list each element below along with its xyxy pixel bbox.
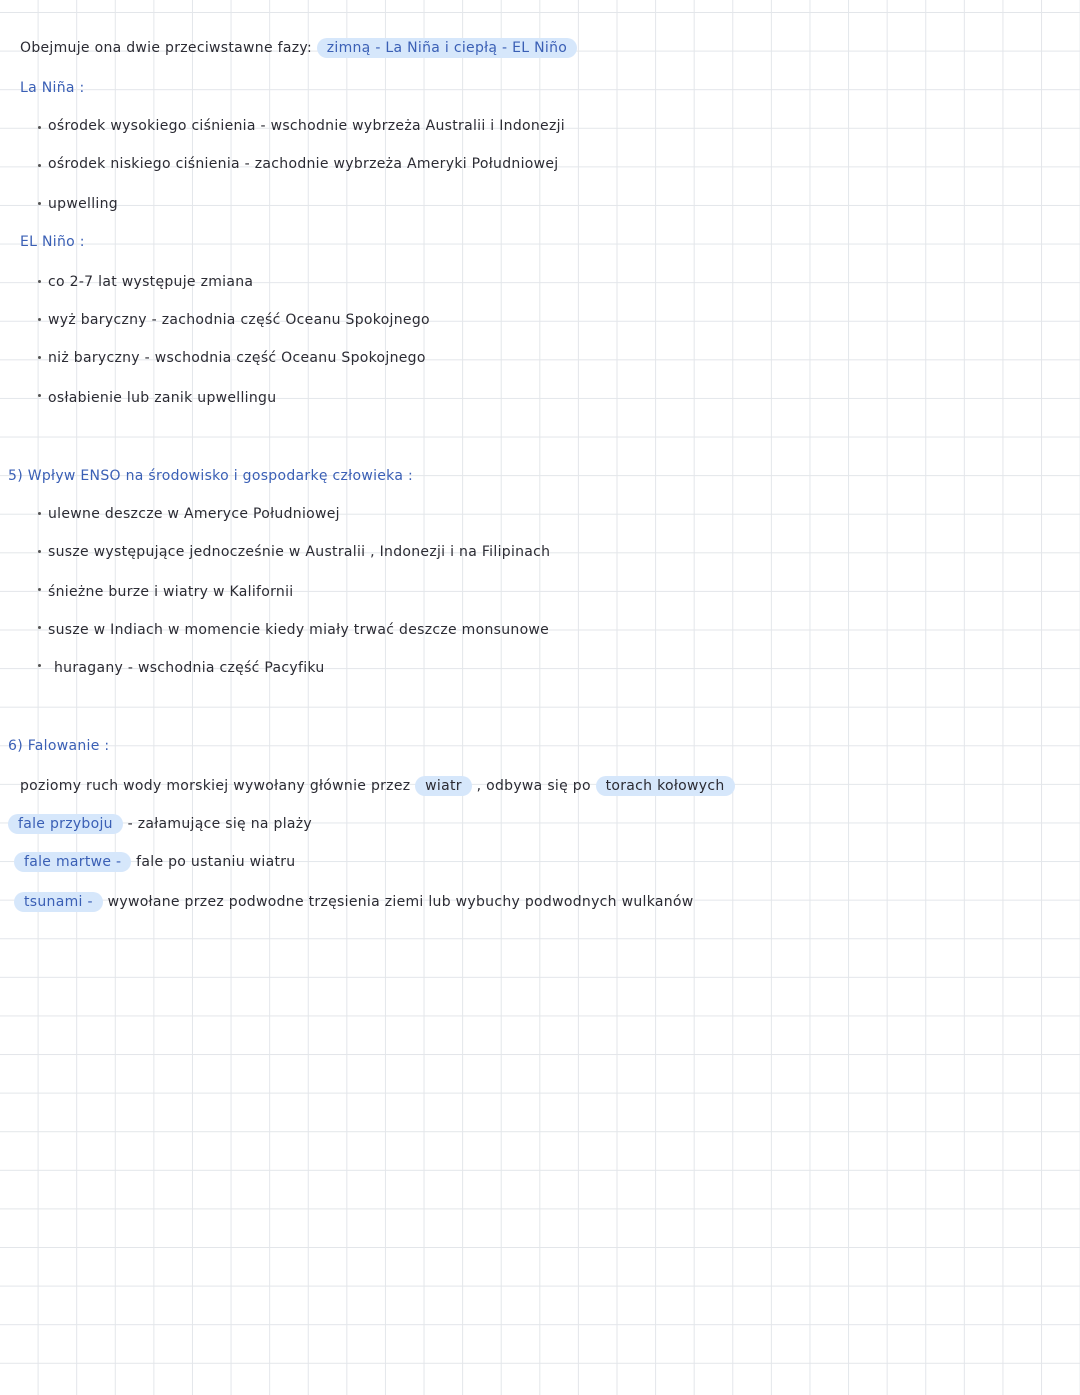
bullet — [38, 164, 41, 167]
el-nino-item: niż baryczny - wschodnia część Oceanu Spokojnego — [48, 350, 426, 366]
bullet — [38, 394, 41, 397]
la-nina-title: La Niña : — [20, 80, 85, 96]
tsunami-text: wywołane przez podwodne trzęsienia ziemi lub wybuchy podwodnych wulkanów — [107, 894, 694, 910]
el-nino-title: EL Niño : — [20, 234, 85, 250]
circular-paths-highlight: torach kołowych — [596, 776, 735, 796]
waves-def-text: poziomy ruch wody morskiej wywołany głównie przez — [20, 778, 411, 794]
swell-highlight: fale martwe - — [14, 852, 131, 872]
intro-phases-highlight: zimną - La Niña i ciepłą - EL Niño — [317, 38, 577, 58]
bullet — [38, 588, 41, 591]
section-5-item: huragany - wschodnia część Pacyfiku — [54, 660, 325, 676]
bullet — [38, 626, 41, 629]
waves-definition — [20, 778, 735, 794]
surf-waves-line — [8, 816, 312, 832]
section-6-title: 6) Falowanie : — [8, 738, 110, 754]
surf-waves-highlight: fale przyboju — [8, 814, 123, 834]
section-5-item: susze występujące jednocześnie w Australii , Indonezji i na Filipinach — [48, 544, 551, 560]
el-nino-item: osłabienie lub zanik upwellingu — [48, 390, 277, 406]
tsunami-line — [14, 894, 694, 910]
la-nina-item: ośrodek niskiego ciśnienia - zachodnie wybrzeża Ameryki Południowej — [48, 156, 559, 172]
el-nino-item: wyż baryczny - zachodnia część Oceanu Spokojnego — [48, 312, 430, 328]
bullet — [38, 126, 41, 129]
bullet — [38, 512, 41, 515]
section-5-item: susze w Indiach w momencie kiedy miały trwać deszcze monsunowe — [48, 622, 550, 638]
bullet — [38, 550, 41, 553]
bullet — [38, 202, 41, 205]
bullet — [38, 356, 41, 359]
el-nino-item: co 2-7 lat występuje zmiana — [48, 274, 254, 290]
bullet — [38, 280, 41, 283]
swell-text: fale po ustaniu wiatru — [136, 854, 296, 870]
intro-prefix: Obejmuje ona dwie przeciwstawne fazy: — [20, 40, 312, 56]
intro-line — [20, 40, 577, 56]
swell-line — [14, 854, 295, 870]
bullet — [38, 318, 41, 321]
section-5-item: ulewne deszcze w Ameryce Południowej — [48, 506, 340, 522]
waves-def-mid: , odbywa się po — [476, 778, 591, 794]
section-5-title: 5) Wpływ ENSO na środowisko i gospodarkę człowieka : — [8, 468, 413, 484]
tsunami-highlight: tsunami - — [14, 892, 103, 912]
bullet — [38, 664, 41, 667]
surf-waves-text: - załamujące się na plaży — [127, 816, 312, 832]
la-nina-item: ośrodek wysokiego ciśnienia - wschodnie wybrzeża Australii i Indonezji — [48, 118, 565, 134]
la-nina-item: upwelling — [48, 196, 118, 212]
wind-highlight: wiatr — [415, 776, 472, 796]
section-5-item: śnieżne burze i wiatry w Kalifornii — [48, 584, 294, 600]
